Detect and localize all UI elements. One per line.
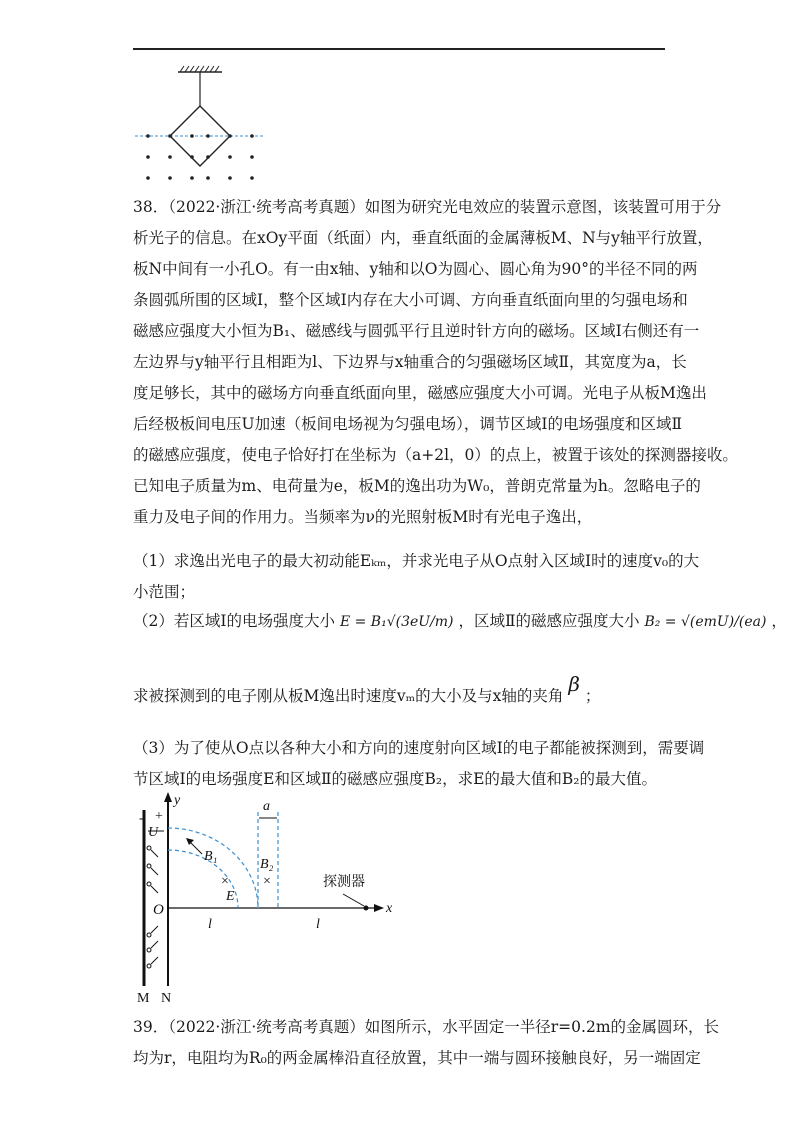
cross-B2: × [263,874,271,889]
q38-part-3 [133,733,705,795]
header-rule [133,48,665,50]
q38-part-2 [133,606,787,638]
q39-line-1: 均为r，电阻均为R₀的两金属棒沿直径放置，其中一端与圆环接触良好，另一端固定 [133,1049,701,1067]
part2-end: ； [584,687,601,705]
q38-line-8: 的磁感应强度，使电子恰好打在坐标为（a+2l，0）的点上，被置于该处的探测器接收。 [133,446,738,464]
label-l-2: l [316,917,320,932]
field-dots [146,134,254,180]
q38-line-4: 磁感应强度大小恒为B₁、磁感线与圆弧平行且逆时针方向的磁场。区域Ⅰ右侧还有一 [133,322,700,340]
label-a: a [263,799,270,814]
B1-arrow-head [186,838,194,845]
arc-outer [168,828,258,908]
label-O: O [153,902,164,918]
formula-E: E = B₁√(3eU/m) [339,614,454,630]
label-minus: - [139,811,144,826]
label-x: x [386,901,393,916]
q38-line-1: 析光子的信息。在xOy平面（纸面）内，垂直纸面的金属薄板M、N与y轴平行放置， [133,229,713,247]
y-axis-arrow [164,792,172,802]
q38-line-10: 重力及电子间的作用力。当频率为ν的光照射板M时有光电子逸出， [133,508,593,526]
figure-square-loop [130,62,270,187]
q38-part-1 [133,546,700,608]
q38-text-0: 如图为研究光电效应的装置示意图，该装置可用于分 [364,198,722,216]
q38-line-9: 已知电子质量为m、电荷量为e，板M的逸出功为W₀，普朗克常量为h。忽略电子的 [133,477,701,495]
label-B2: B₂ [260,857,274,872]
label-N: N [161,991,172,1005]
question-38 [133,192,738,533]
q38-line-3: 条圆弧所围的区域Ⅰ，整个区域Ⅰ内存在大小可调、方向垂直纸面向里的匀强电场和 [133,291,688,309]
beta-symbol: β [568,672,580,696]
part3-line-0: （3）为了使从O点以各种大小和方向的速度射向区域Ⅰ的电子都能被探测到，需要调 [133,739,705,757]
q38-line-6: 度足够长，其中的磁场方向垂直纸面向里，磁感应强度大小可调。光电子从板M逸出 [133,384,707,402]
label-y: y [174,793,181,808]
part1-line-1: 小范围； [133,583,196,601]
detector-leader [343,894,364,906]
part3-line-1: 节区域Ⅰ的电场强度E和区域Ⅱ的磁感应强度B₂，求E的最大值和B₂的最大值。 [133,770,657,788]
question-39 [133,1012,720,1074]
label-E: E [226,889,235,904]
B1-arrow [190,842,202,854]
figure-photoelectric-setup [128,790,408,1005]
cross-E: × [221,874,229,889]
x-axis-arrow [374,904,384,912]
part2-line2-text: 求被探测到的电子刚从板M逸出时速度vₘ的大小及与x轴的夹角 [133,687,564,705]
detector-point [364,906,369,911]
q39-line-0: 39．（2022·浙江·统考高考真题）如图所示，水平固定一半径r=0.2m的金属圆环，长 [133,1018,720,1036]
part1-line-0: （1）求逸出光电子的最大初动能Eₖₘ，并求光电子从O点射入区域Ⅰ时的速度v₀的大 [133,552,700,570]
q38-line-5: 左边界与y轴平行且相距为l、下边界与x轴重合的匀强磁场区域Ⅱ，其宽度为a，长 [133,353,687,371]
q38-line-0 [133,192,722,223]
ceiling-support [178,66,222,72]
label-detector: 探测器 [323,874,365,890]
q38-line-2: 板N中间有一小孔O。有一由x轴、y轴和以O为圆心、圆心角为90°的半径不同的两 [133,260,698,278]
q38-source: （2022·浙江·统考高考真题） [168,198,365,216]
label-U: U [148,825,159,840]
label-B1: B₁ [204,849,218,864]
part2-text-b: ，区域Ⅱ的磁感应强度大小 [458,612,640,630]
formula-B2: B₂ = √(emU)/(ea) [644,614,767,630]
label-l-1: l [208,917,212,932]
label-plus: + [155,809,163,824]
q38-line-7: 后经极板间电压U加速（板间电场视为匀强电场），调节区域Ⅰ的电场强度和区域Ⅱ [133,415,682,433]
part2-text-a: （2）若区域Ⅰ的电场强度大小 [133,612,335,630]
q38-number: 38． [133,198,169,216]
part2-text-c: ， [771,612,787,630]
label-M: M [137,991,150,1005]
q38-part-2-line-2 [133,672,673,712]
